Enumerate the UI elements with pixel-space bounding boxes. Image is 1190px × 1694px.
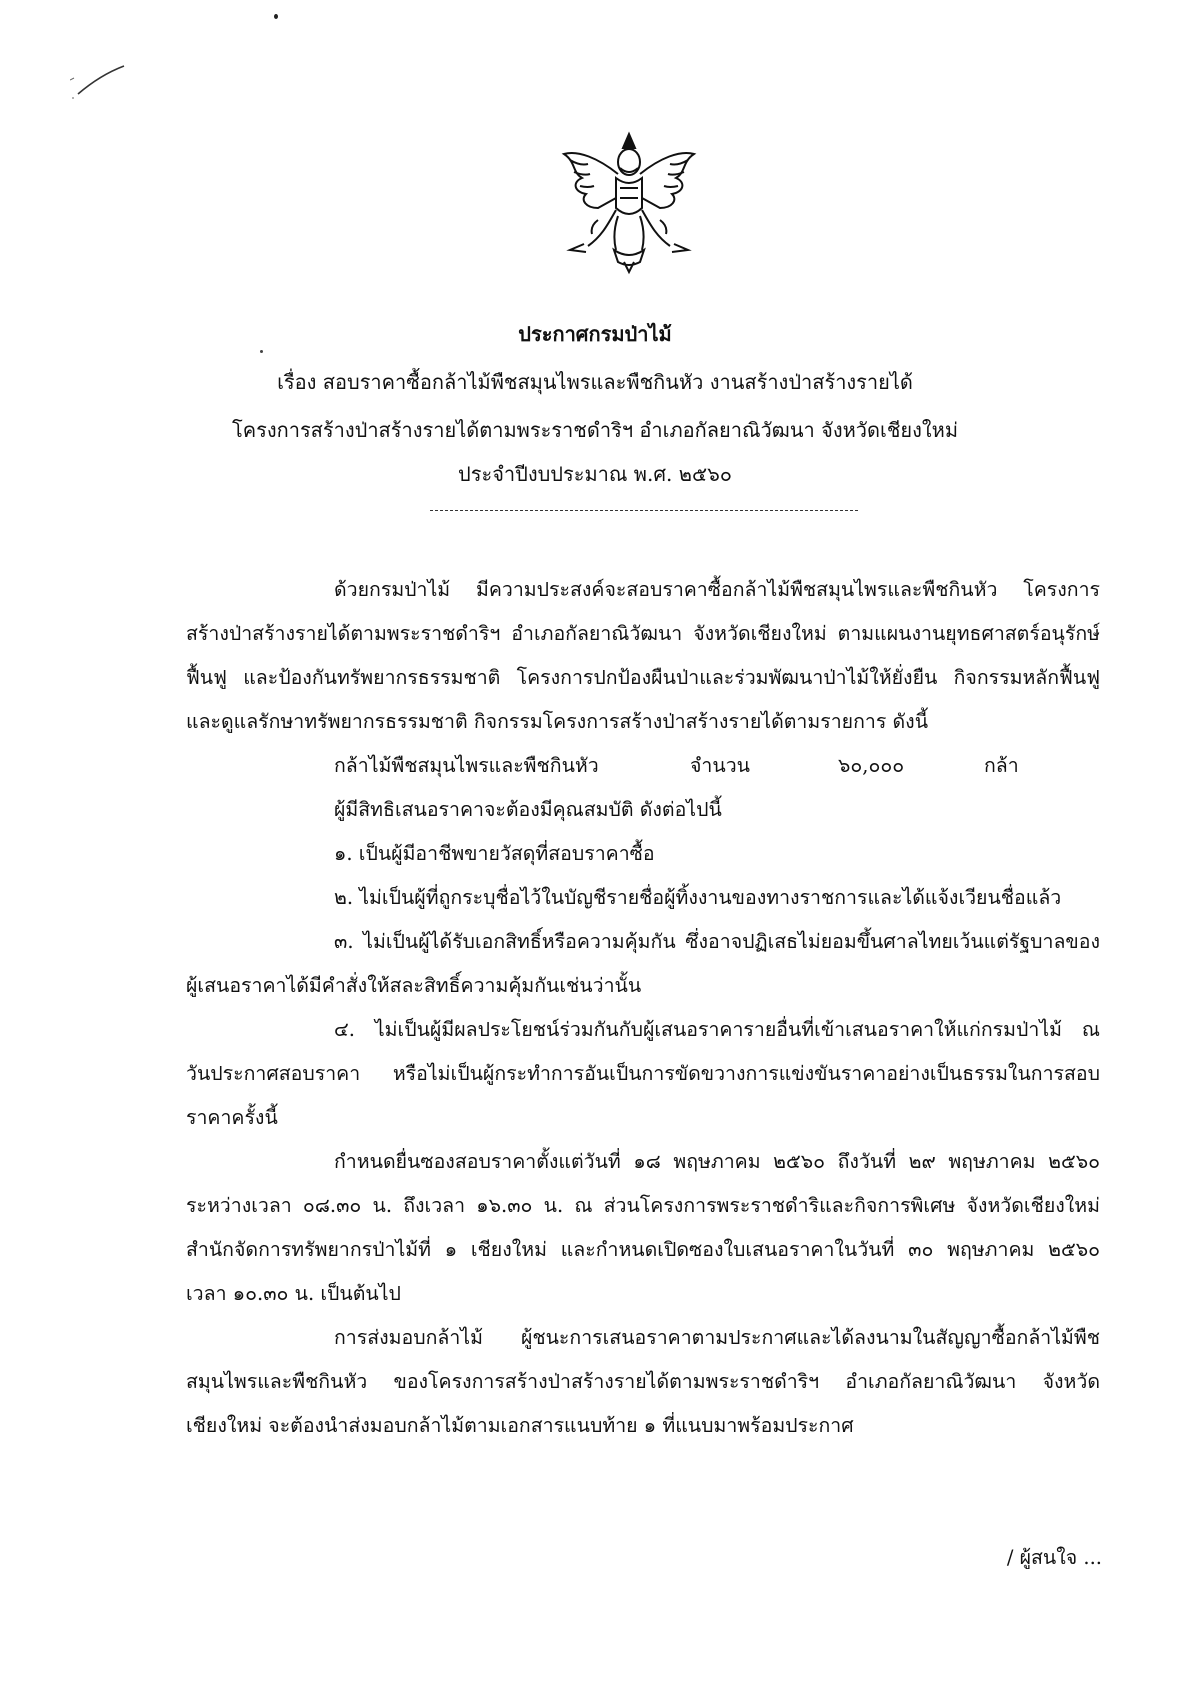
item-row — [186, 744, 1100, 788]
announcement-body — [186, 568, 1100, 1448]
item-name: กล้าไม้พืชสมุนไพรและพืชกินหัว — [334, 754, 599, 777]
subject-line: เรื่อง สอบราคาซื้อกล้าไม้พืชสมุนไพรและพืชกินหัว งานสร้างป่าสร้างรายได้ — [277, 370, 913, 394]
garuda-emblem-icon — [558, 128, 700, 278]
dashed-divider — [430, 510, 858, 511]
item-qty-label: จำนวน — [690, 754, 750, 777]
qualifications-heading: ผู้มีสิทธิเสนอราคาจะต้องมีคุณสมบัติ ดังต่อไปนี้ — [334, 798, 722, 821]
schedule-paragraph: กำหนดยื่นซองสอบราคาตั้งแต่วันที่ ๑๘ พฤษภาคม ๒๕๖๐ ถึงวันที่ ๒๙ พฤษภาคม ๒๕๖๐ ระหว่างเวลา ๐๘.๓๐ น. ถึงเวลา ๑๖.๓๐ น. ณ ส่วนโครงการพระราชดำริและกิจการพิเศษ จังหวัดเชียงใหม่ สำนักจัดการทรัพยากรป่าไม้ที่ ๑ เชียงใหม่ และกำหนดเปิดซองใบเสนอราคาในวันที่ ๓๐ พฤษภาคม ๒๕๖๐ เวลา ๑๐.๓๐ น. เป็นต้นไป — [186, 1150, 1100, 1305]
qualification-item: ๑. เป็นผู้มีอาชีพขายวัสดุที่สอบราคาซื้อ — [334, 842, 655, 865]
item-qty: ๖๐,๐๐๐ — [838, 754, 905, 777]
speck — [260, 350, 263, 353]
pen-stroke-mark — [70, 62, 130, 102]
qualification-item: ๒. ไม่เป็นผู้ที่ถูกระบุชื่อไว้ในบัญชีรายชื่อผู้ทิ้งงานของทางราชการและได้แจ้งเวียนชื่อแล้ว — [334, 886, 1062, 909]
intro-paragraph: ด้วยกรมป่าไม้ มีความประสงค์จะสอบราคาซื้อกล้าไม้พืชสมุนไพรและพืชกินหัว โครงการสร้างป่าสร้างรายได้ตามพระราชดำริฯ อำเภอกัลยาณิวัฒนา จังหวัดเชียงใหม่ ตามแผนงานยุทธศาสตร์อนุรักษ์ ฟื้นฟู และป้องกันทรัพยากรธรรมชาติ โครงการปกป้องผืนป่าและร่วมพัฒนาป่าไม้ให้ยั่งยืน กิจกรรมหลักฟื้นฟูและดูแลรักษาทรัพยากรธรรมชาติ กิจกรรมโครงการสร้างป่าสร้างรายได้ตามรายการ ดังนี้ — [186, 578, 1100, 733]
qualification-item: ๔. ไม่เป็นผู้มีผลประโยชน์ร่วมกันกับผู้เสนอราคารายอื่นที่เข้าเสนอราคาให้แก่กรมป่าไม้ ณ วันประกาศสอบราคา หรือไม่เป็นผู้กระทำการอันเป็นการขัดขวางการแข่งขันราคาอย่างเป็นธรรมในการสอบราคาครั้งนี้ — [186, 1018, 1100, 1129]
continuation-marker: / ผู้สนใจ ... — [1006, 1546, 1102, 1569]
qualification-item: ๓. ไม่เป็นผู้ได้รับเอกสิทธิ์หรือความคุ้มกัน ซึ่งอาจปฏิเสธไม่ยอมขึ้นศาลไทยเว้นแต่รัฐบาลของผู้เสนอราคาได้มีคำสั่งให้สละสิทธิ์ความคุ้มกันเช่นว่านั้น — [186, 930, 1100, 997]
delivery-paragraph: การส่งมอบกล้าไม้ ผู้ชนะการเสนอราคาตามประกาศและได้ลงนามในสัญญาซื้อกล้าไม้พืชสมุนไพรและพืชกินหัว ของโครงการสร้างป่าสร้างรายได้ตามพระราชดำริฯ อำเภอกัลยาณิวัฒนา จังหวัดเชียงใหม่ จะต้องนำส่งมอบกล้าไม้ตามเอกสารแนบท้าย ๑ ที่แนบมาพร้อมประกาศ — [186, 1326, 1100, 1437]
item-unit: กล้า — [984, 754, 1019, 777]
announcement-title: ประกาศกรมป่าไม้ — [518, 322, 672, 346]
fiscal-year-line: ประจำปีงบประมาณ พ.ศ. ๒๕๖๐ — [458, 462, 732, 486]
speck — [274, 14, 278, 19]
subject-line: โครงการสร้างป่าสร้างรายได้ตามพระราชดำริฯ อำเภอกัลยาณิวัฒนา จังหวัดเชียงใหม่ — [231, 418, 959, 442]
